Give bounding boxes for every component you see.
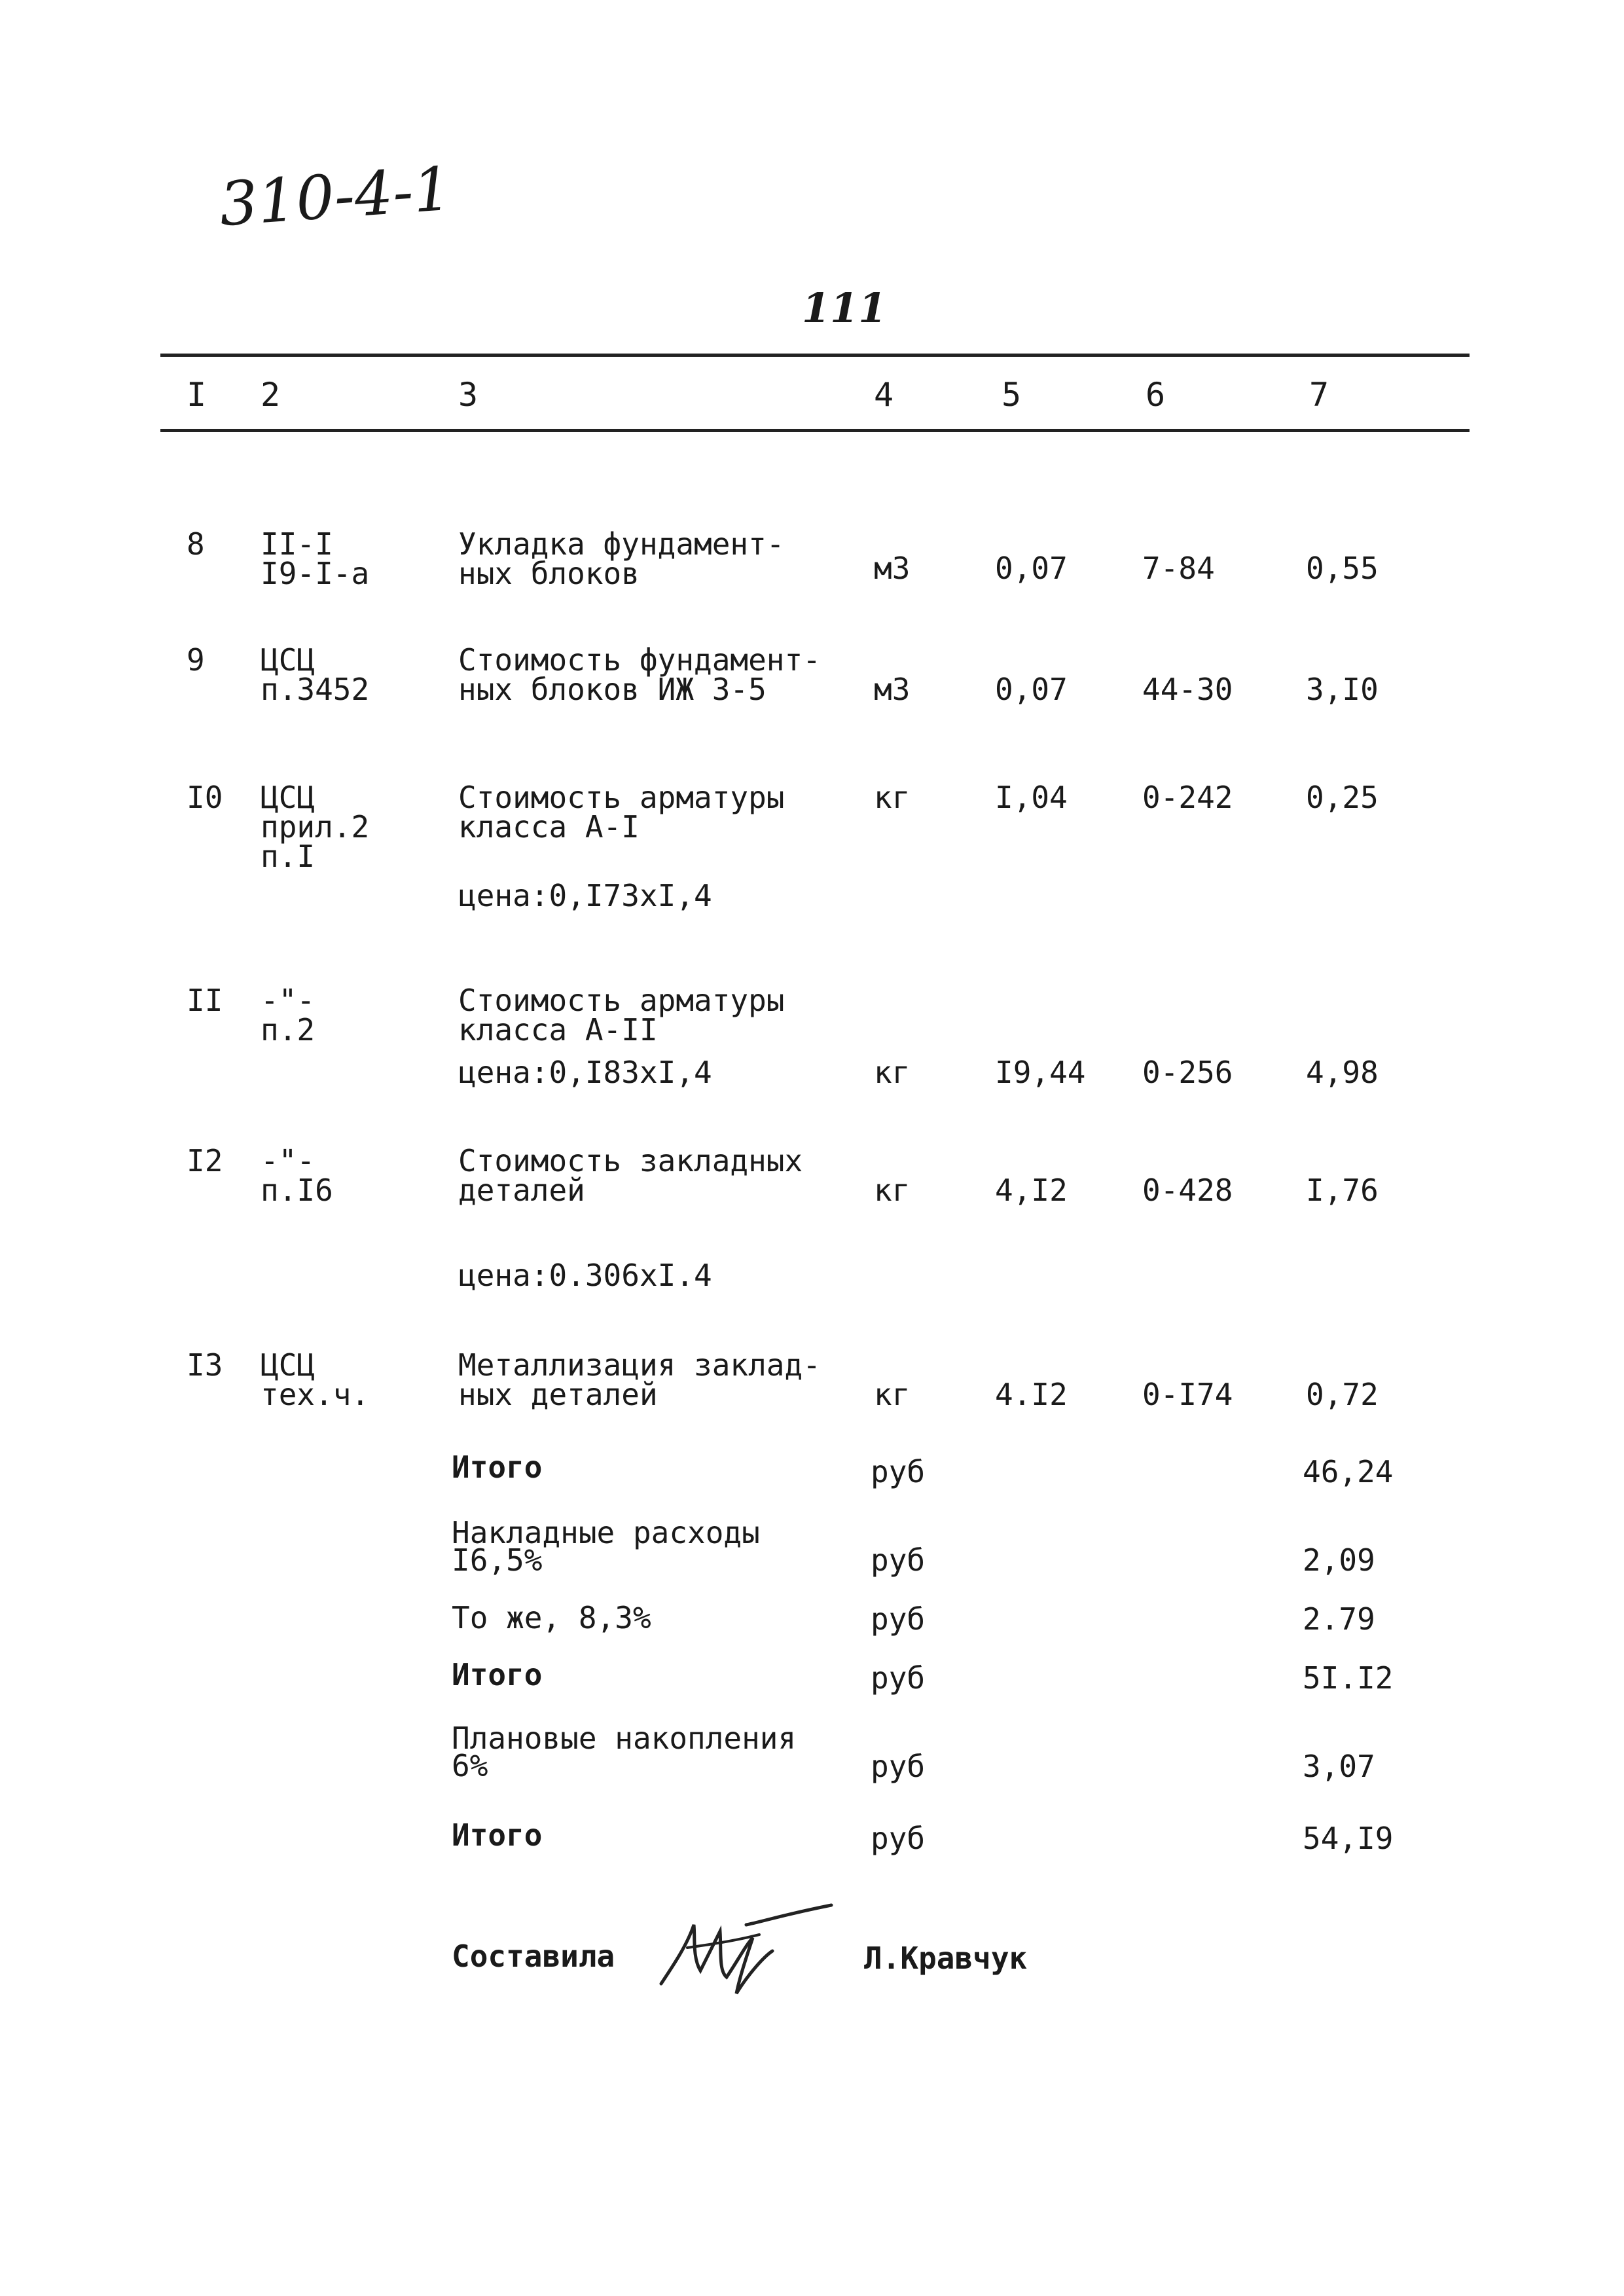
row-reference: п.I6 (261, 1173, 333, 1208)
summary-label: Накладные расходы (452, 1515, 760, 1550)
summary-total: 5I.I2 (1303, 1660, 1394, 1696)
row-reference: п.2 (261, 1012, 316, 1048)
page-number: 111 (802, 284, 887, 332)
row-quantity: I,04 (995, 780, 1068, 815)
column-header: I (187, 376, 207, 414)
summary-unit: руб (871, 1542, 926, 1578)
row-price-note: цена:0,I83хI,4 (458, 1055, 712, 1090)
summary-total: 54,I9 (1303, 1821, 1394, 1856)
row-reference: I9-I-a (261, 556, 370, 591)
row-reference: -"- (261, 983, 316, 1018)
row-reference: II-I (261, 526, 333, 562)
row-total: I,76 (1306, 1173, 1379, 1208)
row-reference: тех.ч. (261, 1377, 370, 1412)
summary-label: I6,5% (452, 1542, 543, 1578)
row-price-note: цена:0.306хI.4 (458, 1258, 712, 1293)
row-unit: кг (874, 1055, 911, 1090)
compiler-name: Л.Кравчук (864, 1941, 1028, 1976)
row-description: Стоимость арматуры (458, 780, 785, 815)
row-number: 8 (187, 526, 205, 562)
summary-unit: руб (871, 1601, 926, 1637)
row-description: Стоимость закладных (458, 1143, 803, 1178)
row-price: 0-428 (1142, 1173, 1233, 1208)
row-reference: прил.2 (261, 809, 370, 845)
row-total: 0,72 (1306, 1377, 1379, 1412)
row-price: 0-256 (1142, 1055, 1233, 1090)
signature (648, 1886, 844, 2016)
column-header: 5 (1001, 376, 1022, 414)
row-unit: кг (874, 1173, 911, 1208)
row-number: I3 (187, 1347, 223, 1383)
row-quantity: 4,I2 (995, 1173, 1068, 1208)
row-quantity: 0,07 (995, 672, 1068, 707)
row-reference: п.3452 (261, 672, 370, 707)
row-description: ных деталей (458, 1377, 658, 1412)
summary-unit: руб (871, 1454, 926, 1489)
row-description: ных блоков ИЖ 3-5 (458, 672, 767, 707)
summary-total: 3,07 (1303, 1749, 1375, 1784)
row-total: 3,I0 (1306, 672, 1379, 707)
row-number: I0 (187, 780, 223, 815)
row-price: 7-84 (1142, 551, 1215, 586)
row-total: 4,98 (1306, 1055, 1379, 1090)
row-reference: п.I (261, 839, 316, 874)
row-quantity: I9,44 (995, 1055, 1086, 1090)
row-reference: -"- (261, 1143, 316, 1178)
row-number: 9 (187, 642, 205, 678)
row-quantity: 0,07 (995, 551, 1068, 586)
summary-label: Итого (452, 1657, 543, 1692)
row-reference: ЦСЦ (261, 1347, 316, 1383)
summary-label: 6% (452, 1748, 488, 1783)
summary-unit: руб (871, 1660, 926, 1696)
row-description: ных блоков (458, 556, 640, 591)
row-description: Стоимость фундамент- (458, 642, 821, 678)
row-total: 0,25 (1306, 780, 1379, 815)
row-unit: м3 (874, 551, 911, 586)
row-number: II (187, 983, 223, 1018)
summary-label: Итого (452, 1817, 543, 1853)
row-price: 0-242 (1142, 780, 1233, 815)
row-description: Укладка фундамент- (458, 526, 785, 562)
row-price: 44-30 (1142, 672, 1233, 707)
column-header: 2 (261, 376, 281, 414)
row-reference: ЦСЦ (261, 780, 316, 815)
summary-unit: руб (871, 1821, 926, 1856)
summary-total: 2.79 (1303, 1601, 1375, 1637)
row-description: Стоимость арматуры (458, 983, 785, 1018)
row-unit: м3 (874, 672, 911, 707)
summary-label: Итого (452, 1449, 543, 1485)
summary-unit: руб (871, 1749, 926, 1784)
summary-label: Плановые накопления (452, 1721, 797, 1756)
column-header: 7 (1309, 376, 1329, 414)
header-top-rule (160, 354, 1470, 357)
row-unit: кг (874, 780, 911, 815)
row-price: 0-I74 (1142, 1377, 1233, 1412)
row-reference: ЦСЦ (261, 642, 316, 678)
summary-total: 2,09 (1303, 1542, 1375, 1578)
document-code: 310-4-1 (217, 153, 454, 240)
row-price-note: цена:0,I73хI,4 (458, 878, 712, 913)
row-number: I2 (187, 1143, 223, 1178)
row-description: деталей (458, 1173, 585, 1208)
column-header: 6 (1146, 376, 1166, 414)
compiled-by-label: Составила (452, 1939, 615, 1974)
summary-total: 46,24 (1303, 1454, 1394, 1489)
header-bottom-rule (160, 429, 1470, 432)
row-description: класса А-I (458, 809, 640, 845)
summary-label: То же, 8,3% (452, 1600, 651, 1635)
row-unit: кг (874, 1377, 911, 1412)
column-header: 4 (874, 376, 894, 414)
row-description: Металлизация заклад- (458, 1347, 821, 1383)
column-header: 3 (458, 376, 478, 414)
row-description: класса А-II (458, 1012, 658, 1048)
row-total: 0,55 (1306, 551, 1379, 586)
row-quantity: 4.I2 (995, 1377, 1068, 1412)
